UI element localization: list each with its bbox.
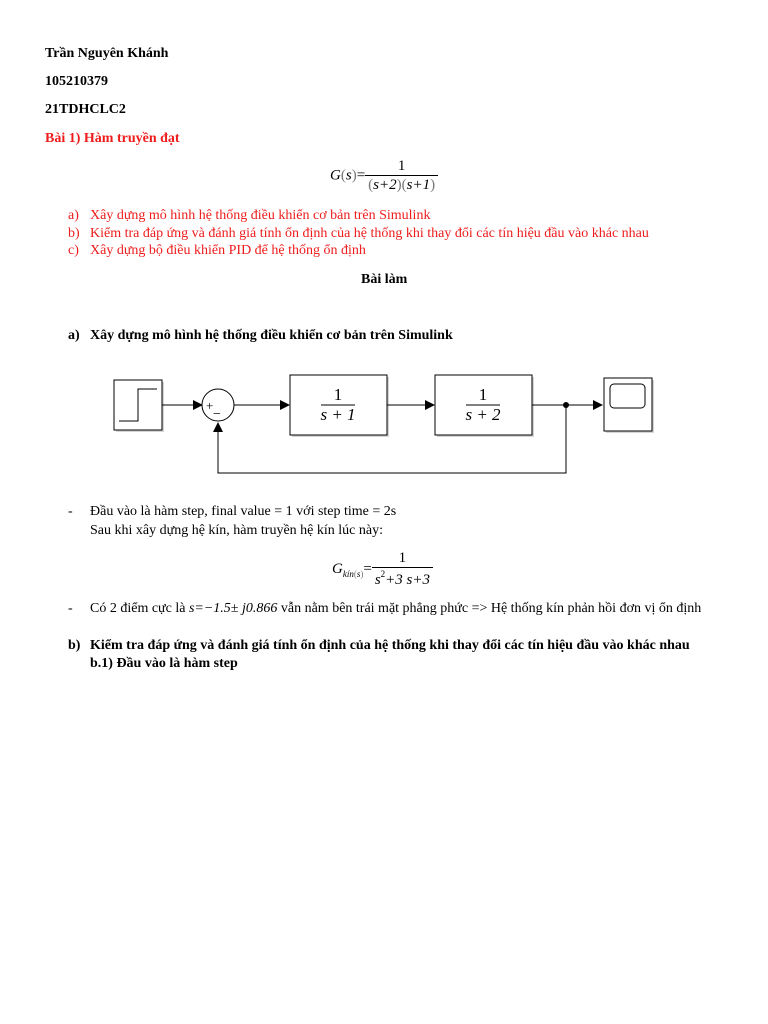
closed-tf-denominator bbox=[372, 567, 433, 589]
tf-symbol: G bbox=[330, 167, 341, 184]
tf-numerator: 1 bbox=[397, 158, 406, 174]
sum-block bbox=[202, 389, 234, 422]
bullet-2-prefix: Có 2 điểm cực là bbox=[90, 601, 186, 616]
closed-tf-den-s: s bbox=[374, 572, 381, 588]
bullet-2-suffix: vẫn nằm bên trái mặt phẳng phức => Hệ thống kín phản hồi đơn vị ổn định bbox=[280, 601, 702, 616]
closed-tf-fraction bbox=[372, 550, 433, 589]
author-name: Trần Nguyên Khánh bbox=[45, 46, 169, 61]
block2-numerator: 1 bbox=[478, 385, 488, 404]
closed-tf-subscript: kín(s) bbox=[342, 568, 364, 579]
closed-tf-numerator: 1 bbox=[398, 550, 407, 566]
transfer-function: G(s)= $\frac{1}{(s+2)(s+1)}$ bbox=[330, 158, 438, 194]
part-a-label: a) bbox=[68, 328, 80, 343]
closed-loop-tf: $G_{kín(s)}=$ $\frac{1}{s^2+3 s+3}$ bbox=[332, 550, 433, 589]
bullet-1-line1: Đầu vào là hàm step, final value = 1 với step time = 2s bbox=[90, 504, 397, 519]
task-a-label: a) bbox=[68, 208, 79, 223]
task-c-label: c) bbox=[68, 243, 79, 258]
task-b-label: b) bbox=[68, 226, 80, 241]
bullet-2-dash: - bbox=[68, 601, 73, 616]
bullet-1-line2: Sau khi xây dựng hệ kín, hàm truyền hệ kín lúc này: bbox=[90, 523, 383, 538]
tf-den-b: s+1 bbox=[406, 177, 431, 193]
part-b-title: Kiểm tra đáp ứng và đánh giá tính ổn định của hệ thống khi thay đổi các tín hiệu đầu vào khác nhau bbox=[90, 638, 690, 653]
problem-title: Bài 1) Hàm truyền đạt bbox=[45, 131, 180, 146]
part-b1-subtitle: b.1) Đầu vào là hàm step bbox=[90, 656, 238, 671]
bullet-1-dash: - bbox=[68, 504, 73, 519]
closed-tf-den-power: 2 bbox=[380, 569, 386, 579]
task-c-text: Xây dựng bộ điều khiển PID để hệ thống ổn định bbox=[90, 243, 366, 258]
closed-tf-den-rest: +3 s+3 bbox=[385, 572, 431, 588]
block2-denominator: s + 2 bbox=[465, 405, 501, 424]
solution-heading: Bài làm bbox=[361, 272, 408, 287]
tf-arg: s bbox=[345, 167, 352, 184]
tf-denominator: (s+2)(s+1) bbox=[365, 175, 438, 194]
closed-tf-symbol: G bbox=[332, 560, 343, 577]
task-b-text: Kiểm tra đáp ứng và đánh giá tính ổn định của hệ thống khi thay đổi các tín hiệu đầu vào khác nhau bbox=[90, 226, 649, 241]
student-id: 105210379 bbox=[45, 74, 108, 89]
step-block bbox=[114, 380, 164, 432]
tf-den-a: s+2 bbox=[373, 177, 397, 193]
task-a-text: Xây dựng mô hình hệ thống điều khiển cơ bản trên Simulink bbox=[90, 208, 431, 223]
class-code: 21TDHCLC2 bbox=[45, 102, 126, 117]
part-b-label: b) bbox=[68, 638, 81, 653]
block1-numerator: 1 bbox=[333, 385, 343, 404]
sum-plus-sign: + bbox=[206, 398, 214, 413]
closed-tf-sub-text: kín bbox=[342, 568, 354, 579]
bullet-2-poles: s=−1.5± j0.866 bbox=[188, 601, 278, 616]
part-a-title: Xây dựng mô hình hệ thống điều khiển cơ bản trên Simulink bbox=[90, 328, 453, 343]
transfer-fcn-block-2 bbox=[435, 375, 534, 437]
closed-tf-arg: s bbox=[356, 568, 361, 579]
transfer-fcn-block-1 bbox=[290, 375, 389, 437]
block1-denominator: s + 1 bbox=[320, 405, 356, 424]
bullet-2-text bbox=[90, 601, 701, 617]
sum-minus-sign: − bbox=[213, 407, 221, 422]
scope-block bbox=[604, 378, 654, 433]
